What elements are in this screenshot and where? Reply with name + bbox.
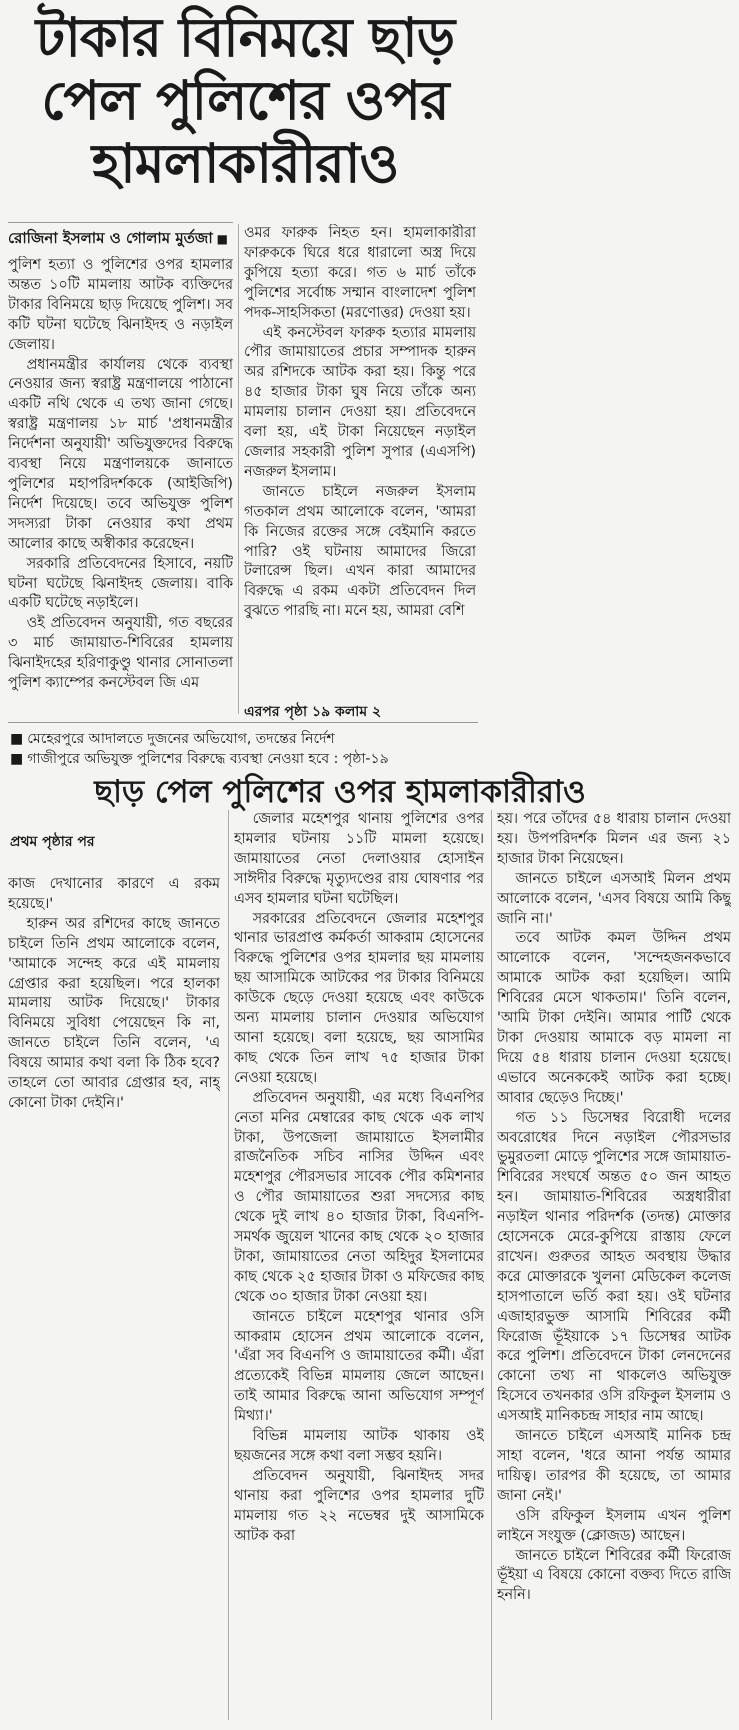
continuation-headline: ছাড় পেল পুলিশের ওপর হামলাকারীরাও <box>94 774 586 810</box>
paragraph: তবে আটক কমল উদ্দিন প্রথম আলোকে বলেন, 'সন্দেহজনকভাবে আমাকে আটক করা হয়েছিল। আমি শিবিরের মেসে থাকতাম।' তিনি বলেন, 'আমি টাকা দেইনি। আমার পার্টি থেকে টাকা দেওয়ায় আমাকে বড় মামলা না দিয়ে ৫৪ ধারায় চালান দেওয়া হয়েছে। এভাবে অনেককেই আটক করা হচ্ছে। আবার ছেড়েও দিচ্ছে।' <box>497 930 731 1106</box>
paragraph: প্রতিবেদন অনুযায়ী, এর মধ্যে বিএনপির নেতা মনির মেম্বারের কাছ থেকে এক লাখ টাকা, উপজেলা জামায়াতে ইসলামীর রাজনৈতিক সচিব নাসির উদ্দিন এবং মহেশপুর পৌরসভার সাবেক পৌর কমিশনার ও পৌর জামায়াতের শুরা সদস্যের কাছ থেকে দুই লাখ ৪০ হাজার টাকা, বিএনপি-সমর্থক জুয়েল খানের কাছ থেকে ২০ হাজার টাকা, জামায়াতের নেতা অহিদুর ইসলামের কাছ থেকে ২৫ হাজার টাকা ও মফিজের কাছ থেকে ৩০ হাজার টাকা নেওয়া হয়। <box>234 1089 484 1305</box>
paragraph: জেলার মহেশপুর থানায় পুলিশের ওপর হামলার ঘটনায় ১১টি মামলা হয়েছে। জামায়াতের নেতা দেলাওয়ার হোসাইন সাঈদীর বিরুদ্ধে মৃত্যুদণ্ডের রায় ঘোষণার পর এসব হামলার ঘটনা ঘটেছিল। <box>234 811 484 907</box>
cont-column-1 <box>8 875 220 1215</box>
paragraph: এই কনস্টেবল ফারুক হত্যার মামলায় পৌর জামায়াতের প্রচার সম্পাদক হারুন অর রশিদকে আটক করা হয়। কিন্তু পরে ৪৫ হাজার টাকা ঘুষ নিয়ে তাঁকে অন্য মামলায় চালান দেওয়া হয়। প্রতিবেদনে বলা হয়, এই টাকা নিয়েছেন নড়াইল জেলার সহকারী পুলিশ সুপার (এএসপি) নজরুল ইসলাম। <box>244 324 476 480</box>
related-story-2-text: গাজীপুরে অভিযুক্ত পুলিশের বিরুদ্ধে ব্যবস্থা নেওয়া হবে : পৃষ্ঠা-১৯ <box>27 751 389 767</box>
paragraph: প্রধানমন্ত্রীর কার্যালয় থেকে ব্যবস্থা নেওয়ার জন্য স্বরাষ্ট্র মন্ত্রণালয়ে পাঠানো একটি নথি থেকে এ তথ্য জানা গেছে। স্বরাষ্ট্র মন্ত্রণালয় ১৮ মার্চ 'প্রধানমন্ত্রীর নির্দেশনা অনুযায়ী' অভিযুক্তদের বিরুদ্ধে ব্যবস্থা নিয়ে মন্ত্রণালয়কে জানাতে পুলিশের মহাপরিদর্শককে (আইজিপি) নির্দেশ দিয়েছে। তবে অভিযুক্ত পুলিশ সদস্যরা টাকা নেওয়ার কথা প্রথম আলোর কাছে অস্বীকার করেছেন। <box>8 356 233 552</box>
headline-line-1: টাকার বিনিময়ে ছাড় <box>35 6 455 69</box>
related-story-1-text: মেহেরপুরে আদালতে দুজনের অভিযোগ, তদন্তের নির্দেশ <box>27 731 335 747</box>
paragraph: জানতে চাইলে শিবিরের কর্মী ফিরোজ ভূঁইয়া এ বিষয়ে কোনো বক্তব্য দিতে রাজি হননি। <box>497 1547 731 1604</box>
front-column-2 <box>244 224 476 696</box>
paragraph: জানতে চাইলে এসআই মানিক চন্দ্র সাহা বলেন, 'ধরে আনা পর্যন্ত আমার দায়িত্ব। তারপর কী হয়েছে, তা আমার জানা নেই।' <box>497 1428 731 1504</box>
headline-line-3: হামলাকারীরাও <box>91 132 399 195</box>
paragraph: জানতে চাইলে এসআই মিলন প্রথম আলোকে বলেন, 'এসব বিষয়ে আমি কিছু জানি না।' <box>497 870 731 927</box>
column-divider <box>491 810 492 1720</box>
paragraph: গত ১১ ডিসেম্বর বিরোধী দলের অবরোধের দিনে নড়াইল পৌরসভার ভুমুরতলা মোড়ে পুলিশের সঙ্গে জামায়াত-শিবিরের সংঘর্ষে অন্তত ৫০ জন আহত হন। জামায়াত-শিবিরের অস্ত্রধারীরা নড়াইল থানার পরিদর্শক (তদন্ত) মোক্তার হোসেনকে মেরে-কুপিয়ে রাস্তায় ফেলে রাখেন। গুরুতর আহত অবস্থায় উদ্ধার করে মোক্তারকে খুলনা মেডিকেল কলেজ হাসপাতালে ভর্তি করা হয়। ওই ঘটনার এজাহারভুক্ত আসামি শিবিরের কর্মী ফিরোজ ভূঁইয়াকে ১৭ ডিসেম্বর আটক করে পুলিশ। প্রতিবেদনে টাকা লেনদেনের কোনো তথ্য না থাকলেও অভিযুক্ত হিসেবে তখনকার ওসি রফিকুল ইসলাম ও এসআই মানিকচন্দ্র সাহার নাম আছে। <box>497 1109 731 1425</box>
paragraph: পুলিশ হত্যা ও পুলিশের ওপর হামলার অন্তত ১০টি মামলায় আটক ব্যক্তিদের টাকার বিনিময়ে ছাড় দিয়েছে পুলিশ। সব কটি ঘটনা ঘটেছে ঝিনাইদহ ও নড়াইল জেলায়। <box>8 257 233 353</box>
continued-reference[interactable] <box>244 700 476 724</box>
cont-column-3 <box>497 810 731 1722</box>
paragraph: ওই প্রতিবেদন অনুযায়ী, গত বছরের ৩ মার্চ জামায়াত-শিবিরের হামলায় ঝিনাইদহের হরিণাকুণ্ডু থানার সোনাতলা পুলিশ ক্যাম্পের কনস্টেবল জি এম <box>8 615 233 692</box>
paragraph: জানতে চাইলে নজরুল ইসলাম গতকাল প্রথম আলোকে বলেন, 'আমরা কি নিজের রক্তের সঙ্গে বেইমানি করতে পারি? ওই ঘটনায় আমাদের জিরো টলারেন্স ছিল। এখন কারা আমাদের বিরুদ্ধে এ রকম একটা প্রতিবেদন দিল বুঝতে পারছি না। মনে হয়, আমরা বেশি <box>244 483 476 620</box>
paragraph: হারুন অর রশিদের কাছে জানতে চাইলে তিনি প্রথম আলোকে বলেন, 'আমাকে সন্দেহ করে এই মামলায় গ্রেপ্তার করা হয়েছিল। পরে হালকা মামলায় আটক দিয়েছে।' টাকার বিনিময়ে সুবিধা পেয়েছেন কি না, জানতে চাইলে তিনি বলেন, 'এ বিষয়ে আমার কথা বলা কি ঠিক হবে? তাহলে তো আবার গ্রেপ্তার হব, নাহ্ কোনো টাকা দেইনি।' <box>8 915 220 1111</box>
square-bullet-icon: ■ <box>216 232 229 246</box>
paragraph: হয়। পরে তাঁদের ৫৪ ধারায় চালান দেওয়া হয়। উপপরিদর্শক মিলন এর জন্য ২১ হাজার টাকা নিয়েছেন। <box>497 811 731 867</box>
square-bullet-icon: ■ <box>10 731 24 747</box>
separator <box>8 722 478 723</box>
cont-column-2 <box>234 810 484 1722</box>
column-divider <box>238 224 239 714</box>
from-page-label: প্রথম পৃষ্ঠার পর <box>10 834 95 850</box>
square-bullet-icon: ■ <box>10 751 24 767</box>
front-headline <box>10 6 480 195</box>
paragraph: ওসি রফিকুল ইসলাম এখন পুলিশ লাইনে সংযুক্ত (ক্লোজড) আছেন। <box>497 1507 731 1544</box>
paragraph: বিভিন্ন মামলায় আটক থাকায় ওই ছয়জনের সঙ্গে কথা বলা সম্ভব হয়নি। <box>234 1428 484 1464</box>
paragraph: জানতে চাইলে মহেশপুর থানার ওসি আকরাম হোসেন প্রথম আলোকে বলেন, 'এঁরা সব বিএনপি ও জামায়াতের কর্মী। এঁরা প্রত্যেকেই বিভিন্ন মামলায় জেলে আছেন। তাই আমার বিরুদ্ধে আনা অভিযোগ সম্পূর্ণ মিথ্যা।' <box>234 1308 484 1425</box>
continued-reference-text: এরপর পৃষ্ঠা ১৯ কলাম ২ <box>244 704 382 720</box>
byline <box>8 222 233 252</box>
front-column-1 <box>8 256 233 736</box>
paragraph: কাজ দেখানোর কারণে এ রকম হয়েছে।' <box>8 876 220 912</box>
column-divider <box>228 810 229 1720</box>
paragraph: ওমর ফারুক নিহত হন। হামলাকারীরা ফারুককে ঘিরে ধরে ধারালো অস্ত্র দিয়ে কুপিয়ে হত্যা করে। গত ৬ মার্চ তাঁকে পুলিশের সর্বোচ্চ সম্মান বাংলাদেশ পুলিশ পদক-সাহসিকতা (মরণোত্তর) দেওয়া হয়। <box>244 225 476 321</box>
related-story-2[interactable] <box>10 747 389 771</box>
headline-line-2: পেল পুলিশের ওপর <box>41 69 449 132</box>
byline-text: রোজিনা ইসলাম ও গোলাম মুর্তজা <box>8 229 213 247</box>
paragraph: সরকারের প্রতিবেদনে জেলার মহেশপুর থানার ভারপ্রাপ্ত কর্মকর্তা আকরাম হোসেনের বিরুদ্ধে পুলিশের ওপর হামলার ছয় মামলায় ছয় আসামিকে আটকের পর টাকার বিনিময়ে কাউকে ছেড়ে দেওয়া হয়েছে এবং কাউকে অন্য মামলায় চালান দেওয়ার অভিযোগ আনা হয়েছে। বলা হয়েছে, ছয় আসামির কাছ থেকে তিন লাখ ৭৫ হাজার টাকা নেওয়া হয়েছে। <box>234 910 484 1086</box>
paragraph: সরকারি প্রতিবেদনের হিসাবে, নয়টি ঘটনা ঘটেছে ঝিনাইদহ জেলায়। বাকি একটি ঘটেছে নড়াইলে। <box>8 555 233 612</box>
paragraph: প্রতিবেদন অনুযায়ী, ঝিনাইদহ সদর থানায় করা পুলিশের ওপর হামলার দুটি মামলায় গত ২২ নভেম্বর দুই আসামিকে আটক করা <box>234 1467 484 1544</box>
